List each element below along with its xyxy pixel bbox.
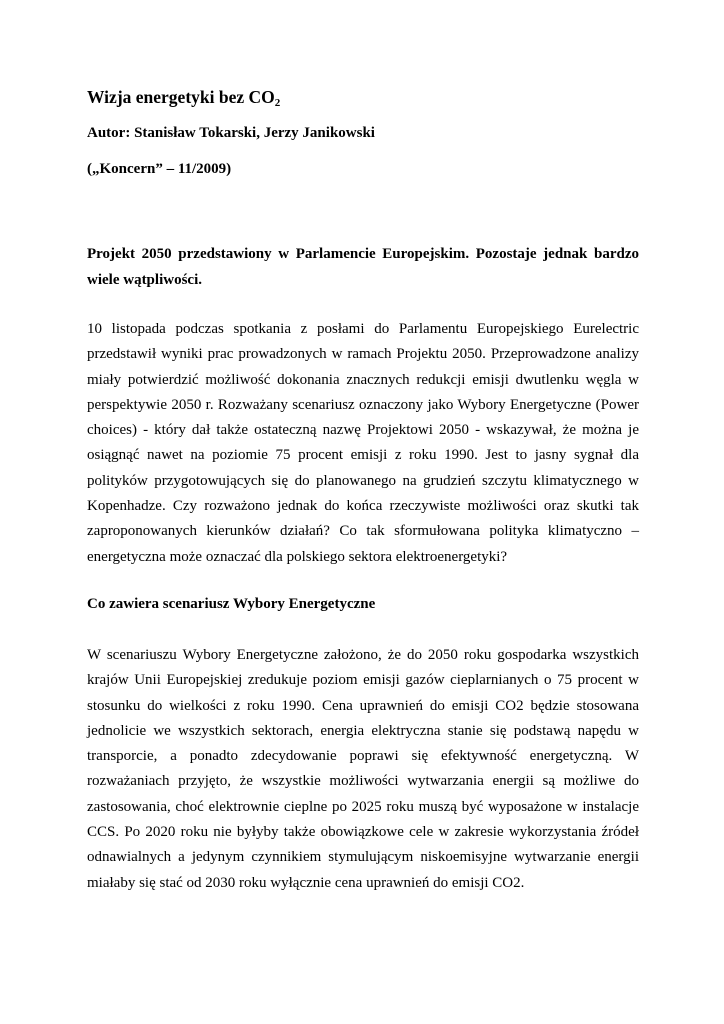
title-text: Wizja energetyki bez CO bbox=[87, 87, 275, 107]
title-subscript: 2 bbox=[274, 97, 281, 109]
section-heading: Co zawiera scenariusz Wybory Energetyczne bbox=[87, 596, 376, 612]
body-paragraph-2: W scenariuszu Wybory Energetyczne założono, że do 2050 roku gospodarka wszystkich krajów Unii Europejskiej zredukuje poziom emisji gazów cieplarnianych o 75 procent w stosunku do wielkości z roku 1990. Cena uprawnień do emisji CO2 będzie stosowana jednolicie we wszystkich sektorach, energia elektryczna stanie się podstawą napędu w transporcie, a ponadto zdecydowanie poprawi się efektywność energetyczną. W rozważaniach przyjęto, że wszystkie możliwości wytwarzania energii są możliwe do zastosowania, choć elektrownie cieplne po 2025 roku muszą być wyposażone w instalacje CCS. Po 2020 roku nie byłyby także obowiązkowe cele w zakresie wykorzystania źródeł odnawialnych a jedynym czynnikiem stymulującym niskoemisyjne wytwarzanie energii miałaby się stać od 2030 roku wyłącznie cena uprawnień do emisji CO2. bbox=[87, 647, 639, 891]
body-paragraph-1: 10 listopada podczas spotkania z posłami do Parlamentu Europejskiego Eurelectric przedstawił wyniki prac prowadzonych w ramach Projektu 2050. Przeprowadzone analizy miały potwierdzić możliwość dokonania znacznych redukcji emisji dwutlenku węgla w perspektywie 2050 r. Rozważany scenariusz oznaczony jako Wybory Energetyczne (Power choices) - który dał także ostateczną nazwę Projektowi 2050 - wskazywał, że można je osiągnąć nawet na poziomie 75 procent emisji z roku 1990. Jest to jasny sygnał dla polityków przygotowujących się do planowanego na grudzień szczytu klimatycznego w Kopenhadze. Czy rozważono jednak do końca rzeczywiste możliwości oraz skutki tak zaproponowanych kierunków działań? Co tak sformułowana polityka klimatyczno – energetyczna może oznaczać dla polskiego sektora elektroenergetyki? bbox=[87, 321, 639, 565]
lead-paragraph: Projekt 2050 przedstawiony w Parlamencie Europejskim. Pozostaje jednak bardzo wiele wątpliwości. bbox=[87, 246, 639, 288]
source-line: („Koncern” – 11/2009) bbox=[87, 161, 232, 177]
authors-line: Autor: Stanisław Tokarski, Jerzy Janikowski bbox=[87, 125, 375, 141]
document-title bbox=[87, 86, 280, 108]
